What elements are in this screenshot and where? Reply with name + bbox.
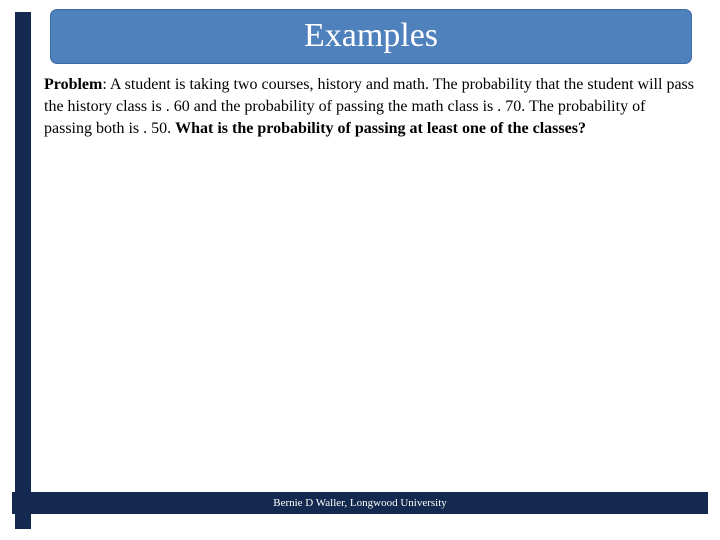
- problem-text-block: [44, 74, 694, 140]
- problem-separator: :: [102, 76, 110, 93]
- footer-bar: [12, 492, 708, 514]
- slide-title: Examples: [303, 16, 439, 54]
- problem-question: What is the probability of passing at least one of the classes?: [175, 120, 586, 137]
- title-banner: [50, 9, 692, 64]
- problem-label: Problem: [44, 76, 103, 93]
- footer-credit: Bernie D Waller, Longwood University: [273, 497, 447, 509]
- problem-body: A student is taking two courses, history and math. The probability that the student will pass the history class is . 60 and the probability of passing the math class is . 70. The probability of passing both is . 50.: [44, 76, 694, 137]
- left-accent-bar: [15, 12, 31, 529]
